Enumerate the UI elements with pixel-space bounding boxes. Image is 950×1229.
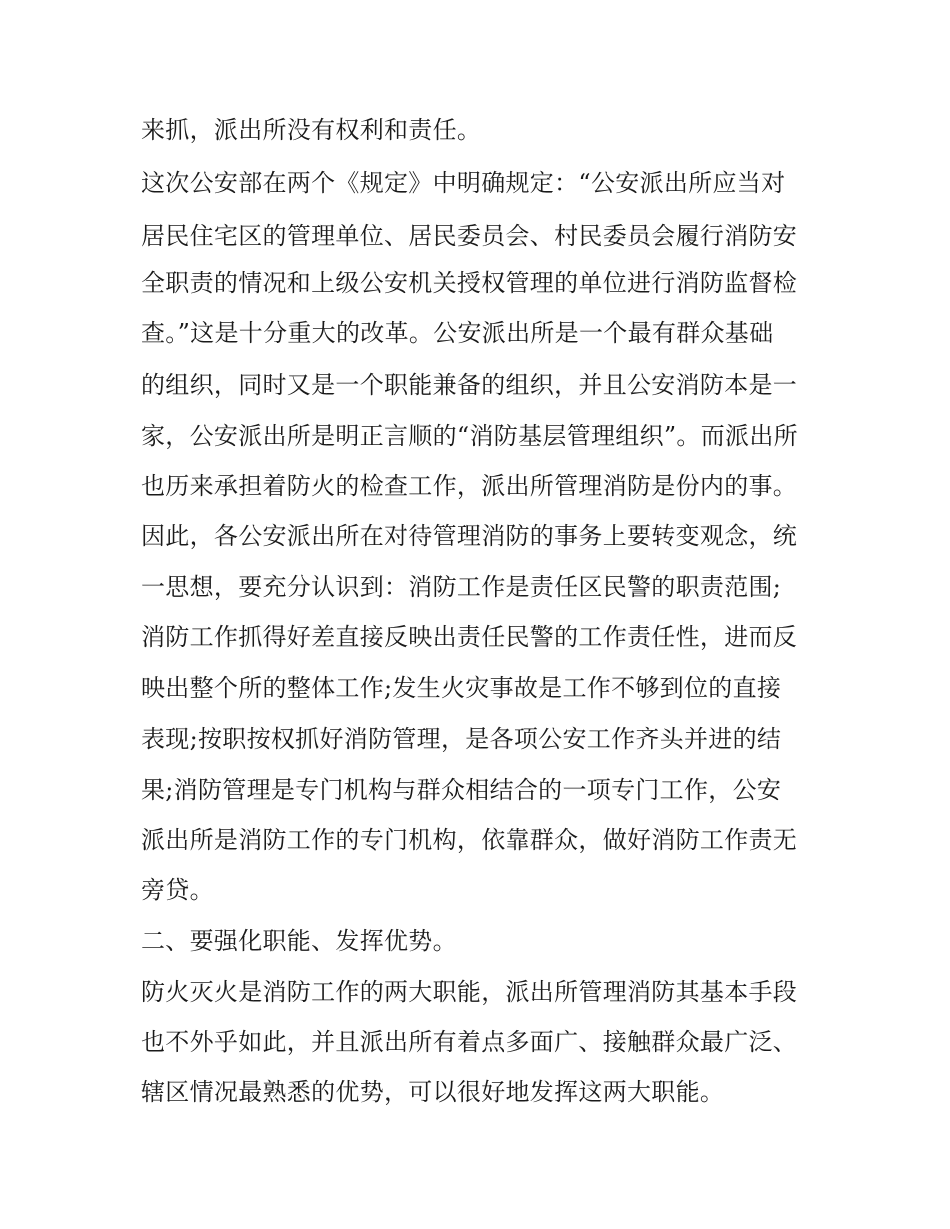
text-line: 旁贷。 bbox=[141, 876, 214, 904]
text-line: 查。”这是十分重大的改革。公安派出所是一个最有群众基础 bbox=[141, 319, 774, 347]
text-line: 也不外乎如此，并且派出所有着点多面广、接触群众最广泛、 bbox=[141, 1028, 798, 1056]
text-line: 也历来承担着防火的检查工作，派出所管理消防是份内的事。 bbox=[141, 472, 798, 500]
text-line: 防火灭火是消防工作的两大职能，派出所管理消防其基本手段 bbox=[141, 978, 798, 1006]
text-line: 全职责的情况和上级公安机关授权管理的单位进行消防监督检 bbox=[141, 269, 798, 297]
text-line: 因此，各公安派出所在对待管理消防的事务上要转变观念，统 bbox=[141, 522, 798, 550]
text-line: 一思想，要充分认识到：消防工作是责任区民警的职责范围; bbox=[141, 573, 782, 601]
text-line: 家，公安派出所是明正言顺的“消防基层管理组织”。而派出所 bbox=[141, 422, 798, 450]
text-line: 来抓，派出所没有权利和责任。 bbox=[141, 116, 482, 144]
text-line: 居民住宅区的管理单位、居民委员会、村民委员会履行消防安 bbox=[141, 222, 798, 250]
text-line: 这次公安部在两个《规定》中明确规定：“公安派出所应当对 bbox=[141, 169, 786, 197]
text-line: 的组织，同时又是一个职能兼备的组织，并且公安消防本是一 bbox=[141, 371, 798, 399]
text-line: 消防工作抓得好差直接反映出责任民警的工作责任性，进而反 bbox=[141, 623, 798, 651]
text-line: 辖区情况最熟悉的优势，可以很好地发挥这两大职能。 bbox=[141, 1078, 725, 1106]
text-line: 映出整个所的整体工作;发生火灾事故是工作不够到位的直接 bbox=[141, 674, 782, 702]
section-heading: 二、要强化职能、发挥优势。 bbox=[141, 927, 457, 955]
text-line: 果;消防管理是专门机构与群众相结合的一项专门工作，公安 bbox=[141, 776, 782, 804]
text-line: 表现;按职按权抓好消防管理，是各项公安工作齐头并进的结 bbox=[141, 725, 782, 753]
text-line: 派出所是消防工作的专门机构，依靠群众，做好消防工作责无 bbox=[141, 826, 798, 854]
